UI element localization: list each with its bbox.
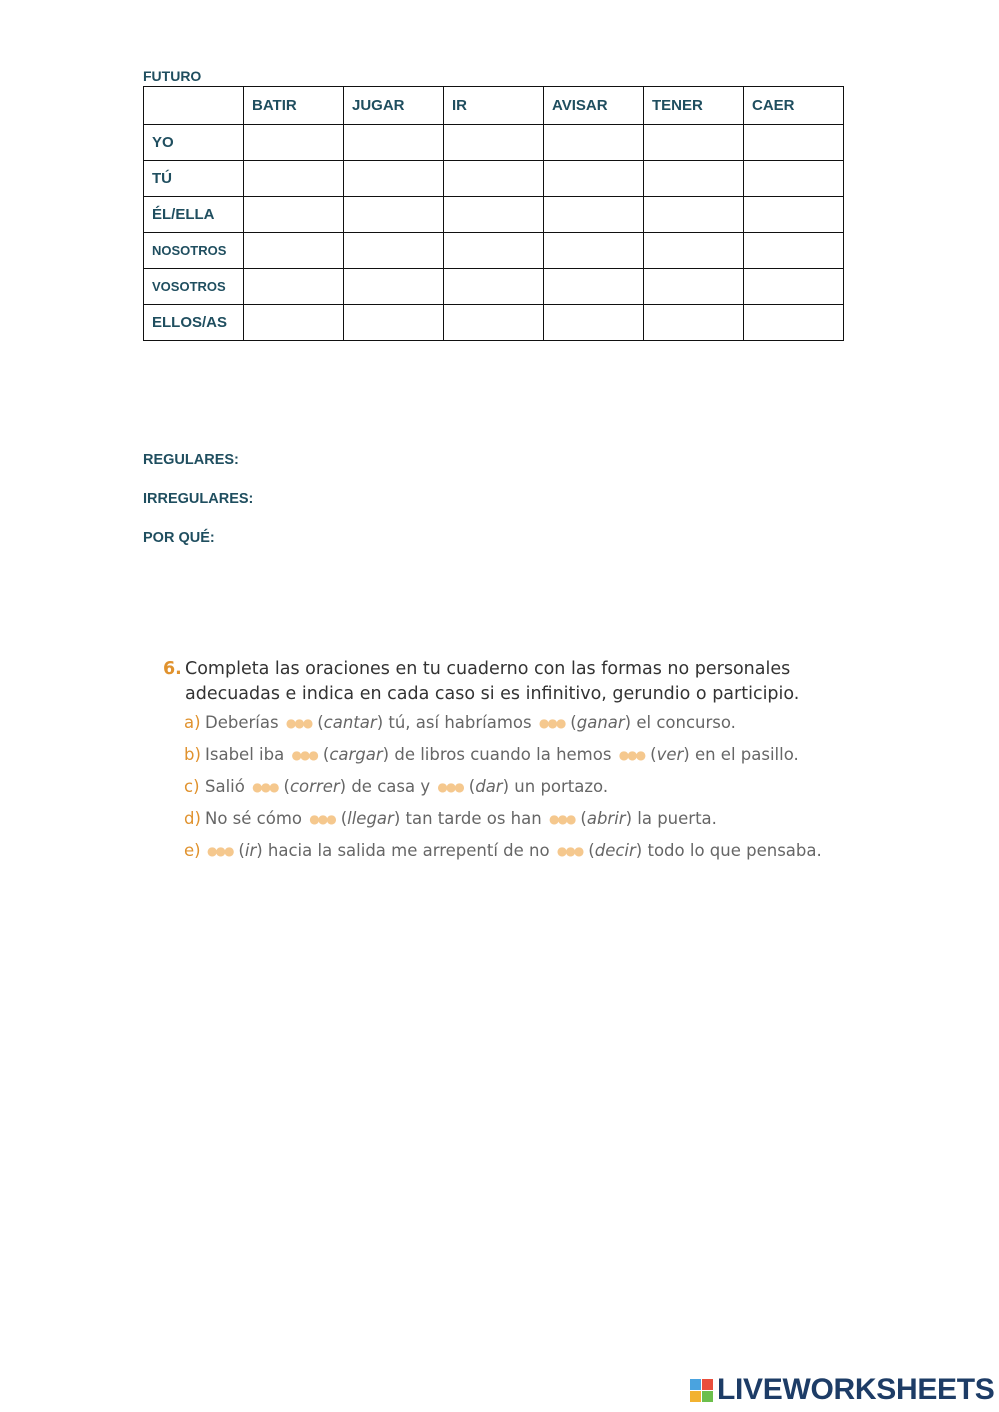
answer-cell[interactable]	[444, 305, 544, 341]
answer-cell[interactable]	[744, 125, 844, 161]
table-row-tu	[144, 161, 844, 197]
exercise-number: 6.	[163, 659, 182, 679]
sentence-text: de libros cuando la hemos	[394, 745, 612, 764]
exercise-item	[184, 707, 843, 739]
header-cell-avisar: AVISAR	[544, 87, 644, 125]
verb-hint: llegar	[347, 809, 394, 828]
blank-dots: ●●●	[252, 780, 278, 794]
sentence-text: tú, así habríamos	[388, 713, 532, 732]
row-label-ellos-as: ELLOS/AS	[144, 305, 244, 341]
brand-name: LIVEWORKSHEETS	[717, 1373, 995, 1406]
item-sentence: ●●● (ir) hacia la salida me arrepentí de no ●●● (decir) todo lo que pensaba.	[207, 841, 822, 860]
answer-cell[interactable]	[444, 161, 544, 197]
sentence-text: Salió	[205, 777, 245, 796]
table-row-vosotros	[144, 269, 844, 305]
table-title: FUTURO	[143, 68, 202, 84]
porque-label: POR QUÉ:	[143, 530, 215, 546]
verb-hint: cantar	[323, 713, 377, 732]
sentence-text: Deberías	[205, 713, 279, 732]
exercise-items	[163, 707, 843, 867]
answer-cell[interactable]	[244, 269, 344, 305]
sentence-text: la puerta.	[637, 809, 717, 828]
item-letter: c)	[184, 777, 200, 796]
header-cell-empty	[144, 87, 244, 125]
answer-cell[interactable]	[544, 197, 644, 233]
sentence-text: el concurso.	[636, 713, 736, 732]
blank-dots: ●●●	[437, 780, 463, 794]
blank-dots: ●●●	[618, 748, 645, 762]
answer-cell[interactable]	[444, 197, 544, 233]
answer-cell[interactable]	[744, 269, 844, 305]
answer-cell[interactable]	[544, 269, 644, 305]
answer-cell[interactable]	[444, 269, 544, 305]
regulares-label: REGULARES:	[143, 452, 239, 468]
table-row-nosotros	[144, 233, 844, 269]
row-label-vosotros: VOSOTROS	[144, 269, 244, 305]
answer-cell[interactable]	[344, 305, 444, 341]
conjugation-table	[143, 86, 844, 341]
item-letter: d)	[184, 809, 201, 828]
answer-cell[interactable]	[644, 305, 744, 341]
answer-cell[interactable]	[644, 161, 744, 197]
liveworksheets-logo	[690, 1373, 995, 1407]
answer-cell[interactable]	[244, 305, 344, 341]
row-label-el-ella: ÉL/ELLA	[144, 197, 244, 233]
answer-cell[interactable]	[644, 125, 744, 161]
answer-cell[interactable]	[444, 125, 544, 161]
header-cell-jugar: JUGAR	[344, 87, 444, 125]
answer-cell[interactable]	[244, 161, 344, 197]
blank-dots: ●●●	[291, 748, 317, 762]
verb-hint: ir	[244, 841, 257, 860]
answer-cell[interactable]	[644, 269, 744, 305]
sentence-text: de casa y	[351, 777, 431, 796]
answer-cell[interactable]	[244, 233, 344, 269]
item-letter: a)	[184, 713, 201, 732]
answer-cell[interactable]	[344, 125, 444, 161]
answer-cell[interactable]	[744, 305, 844, 341]
table-row-yo	[144, 125, 844, 161]
answer-cell[interactable]	[644, 197, 744, 233]
answer-cell[interactable]	[544, 125, 644, 161]
header-cell-caer: CAER	[744, 87, 844, 125]
exercise-6	[163, 657, 843, 867]
blank-dots: ●●●	[309, 812, 335, 826]
exercise-item	[184, 803, 843, 835]
answer-cell[interactable]	[744, 233, 844, 269]
blank-dots: ●●●	[556, 844, 583, 858]
blank-dots: ●●●	[285, 716, 312, 730]
verb-hint: cargar	[329, 745, 383, 764]
row-label-yo: YO	[144, 125, 244, 161]
header-cell-ir: IR	[444, 87, 544, 125]
sentence-text: un portazo.	[514, 777, 609, 796]
answer-cell[interactable]	[344, 269, 444, 305]
answer-cell[interactable]	[544, 305, 644, 341]
table-row-ellos-as	[144, 305, 844, 341]
item-letter: e)	[184, 841, 201, 860]
exercise-instruction: Completa las oraciones en tu cuaderno con las formas no personales adecuadas e indica en cada caso si es infinitivo, gerundio o participio.	[185, 659, 800, 704]
answer-cell[interactable]	[544, 233, 644, 269]
sentence-text: tan tarde os han	[405, 809, 542, 828]
answer-cell[interactable]	[244, 197, 344, 233]
logo-blocks-icon	[690, 1379, 713, 1402]
item-sentence: Isabel iba ●●● (cargar) de libros cuando la hemos ●●● (ver) en el pasillo.	[205, 745, 799, 764]
answer-cell[interactable]	[344, 161, 444, 197]
table-row-el-ella	[144, 197, 844, 233]
answer-cell[interactable]	[744, 161, 844, 197]
item-sentence: Salió ●●● (correr) de casa y ●●● (dar) un portazo.	[205, 777, 609, 796]
item-letter: b)	[184, 745, 201, 764]
verb-hint: ver	[656, 745, 684, 764]
exercise-header	[163, 657, 843, 707]
sentence-text: No sé cómo	[205, 809, 303, 828]
blank-dots: ●●●	[207, 844, 233, 858]
exercise-item	[184, 739, 843, 771]
verb-hint: abrir	[586, 809, 626, 828]
header-cell-tener: TENER	[644, 87, 744, 125]
answer-cell[interactable]	[744, 197, 844, 233]
row-label-nosotros: NOSOTROS	[144, 233, 244, 269]
blank-dots: ●●●	[538, 716, 565, 730]
answer-cell[interactable]	[344, 197, 444, 233]
item-sentence: Deberías ●●● (cantar) tú, así habríamos ●●● (ganar) el concurso.	[205, 713, 736, 732]
blank-dots: ●●●	[548, 812, 575, 826]
table-header-row	[144, 87, 844, 125]
item-sentence: No sé cómo ●●● (llegar) tan tarde os han ●●● (abrir) la puerta.	[205, 809, 717, 828]
header-cell-batir: BATIR	[244, 87, 344, 125]
exercise-item	[184, 771, 843, 803]
verb-hint: ganar	[576, 713, 625, 732]
sentence-text: todo lo que pensaba.	[647, 841, 822, 860]
sentence-text: en el pasillo.	[694, 745, 799, 764]
irregulares-label: IRREGULARES:	[143, 491, 254, 507]
answer-cell[interactable]	[244, 125, 344, 161]
sentence-text: hacia la salida me arrepentí de no	[267, 841, 550, 860]
row-label-tu: TÚ	[144, 161, 244, 197]
verb-hint: correr	[289, 777, 340, 796]
verb-hint: dar	[475, 777, 503, 796]
answer-cell[interactable]	[344, 233, 444, 269]
sentence-text: Isabel iba	[205, 745, 285, 764]
exercise-item	[184, 835, 843, 867]
verb-hint: decir	[594, 841, 636, 860]
answer-cell[interactable]	[444, 233, 544, 269]
answer-cell[interactable]	[644, 233, 744, 269]
answer-cell[interactable]	[544, 161, 644, 197]
